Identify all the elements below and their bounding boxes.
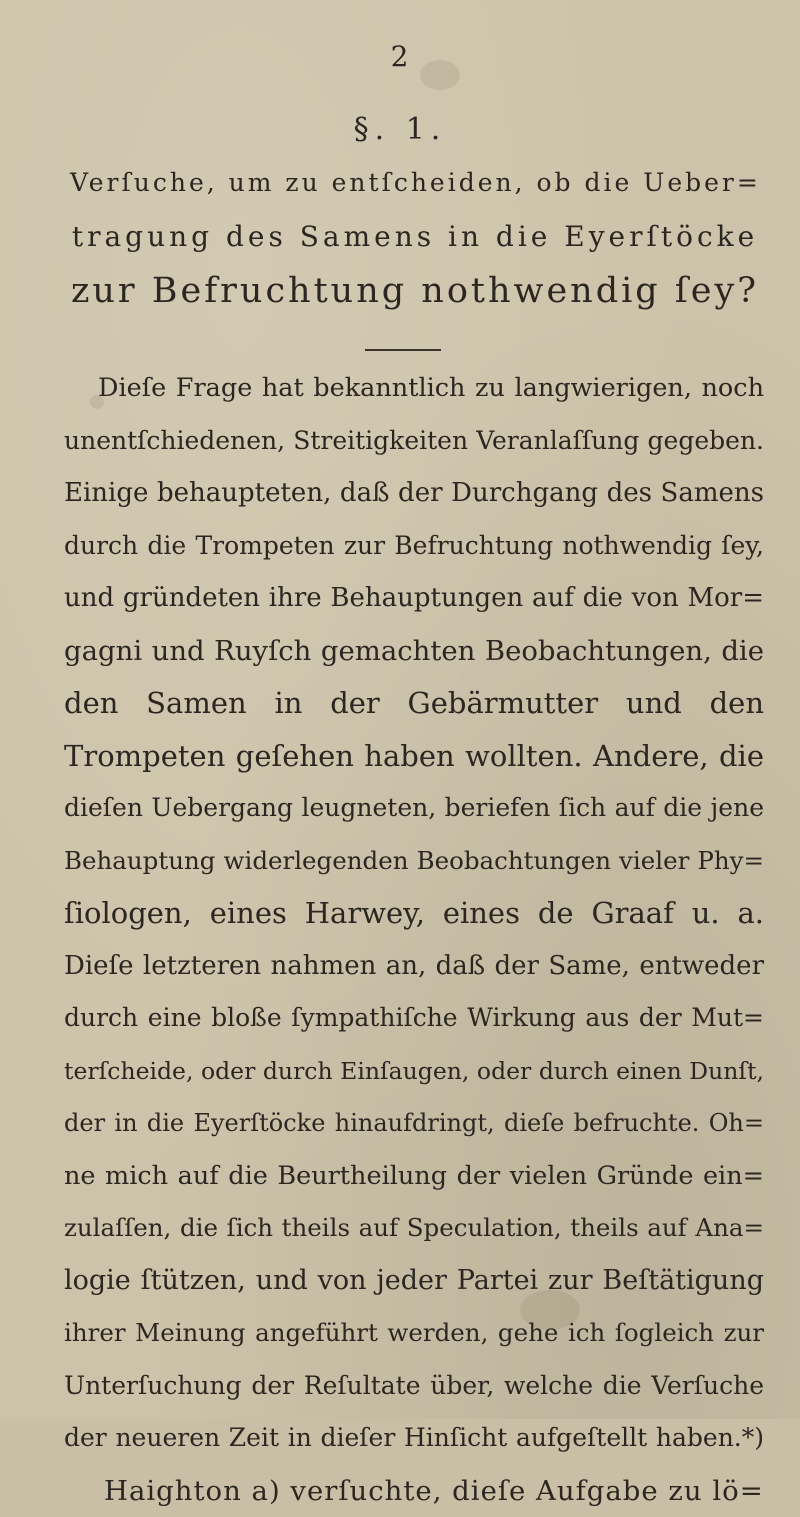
section-number: §. 1. (0, 112, 800, 147)
body-text (64, 362, 764, 1517)
text-line: unentſchiedenen, Streitigkeiten Veranlaſſung gegeben. (64, 415, 764, 468)
text-line: zulaſſen, die ſich theils auf Speculation, theils auf Ana= (64, 1202, 764, 1255)
text-line: terſcheide, oder durch Einſaugen, oder durch einen Dunſt, (64, 1045, 764, 1098)
text-line: durch eine bloße ſympathiſche Wirkung aus der Mut= (64, 992, 764, 1045)
text-line: dieſen Uebergang leugneten, beriefen ſich auf die jene (64, 782, 764, 835)
text-line: der neueren Zeit in dieſer Hinſicht aufgeſtellt haben.*) (64, 1412, 764, 1465)
chapter-heading-line: tragung des Samens in die Eyerſtöcke (70, 214, 760, 260)
text-line: ſiologen, eines Harwey, eines de Graaf u. a. (64, 887, 764, 940)
text-line: Behauptung widerlegenden Beobachtungen vieler Phy= (64, 835, 764, 888)
text-line: und gründeten ihre Behauptungen auf die von Mor= (64, 572, 764, 625)
text-line: Trompeten geſehen haben wollten. Andere, die (64, 730, 764, 783)
chapter-heading-line: Verſuche, um zu entſcheiden, ob die Ueber= (70, 160, 760, 206)
text-line: Einige behaupteten, daß der Durchgang des Samens (64, 467, 764, 520)
text-line: logie ſtützen, und von jeder Partei zur Beſtätigung (64, 1255, 764, 1308)
text-line: Dieſe Frage hat bekanntlich zu langwierigen, noch (64, 362, 764, 415)
text-line: ihrer Meinung angeführt werden, gehe ich ſogleich zur (64, 1307, 764, 1360)
chapter-heading-line: zur Befruchtung nothwendig ſey? (70, 268, 760, 314)
text-line: den Samen in der Gebärmutter und den (64, 677, 764, 730)
text-line: gagni und Ruyſch gemachten Beobachtungen, die (64, 625, 764, 678)
page-number: 2 (0, 40, 800, 73)
text-line: der in die Eyerſtöcke hinaufdringt, dieſe befruchte. Oh= (64, 1097, 764, 1150)
text-line: Unterſuchung der Reſultate über, welche die Verſuche (64, 1360, 764, 1413)
text-line: durch die Trompeten zur Befruchtung nothwendig ſey, (64, 520, 764, 573)
text-line: Dieſe letzteren nahmen an, daß der Same, entweder (64, 940, 764, 993)
heading-divider (365, 349, 441, 351)
text-line: ne mich auf die Beurtheilung der vielen Gründe ein= (64, 1150, 764, 1203)
text-line: Haighton a) verſuchte, dieſe Aufgabe zu lö= (64, 1465, 764, 1517)
